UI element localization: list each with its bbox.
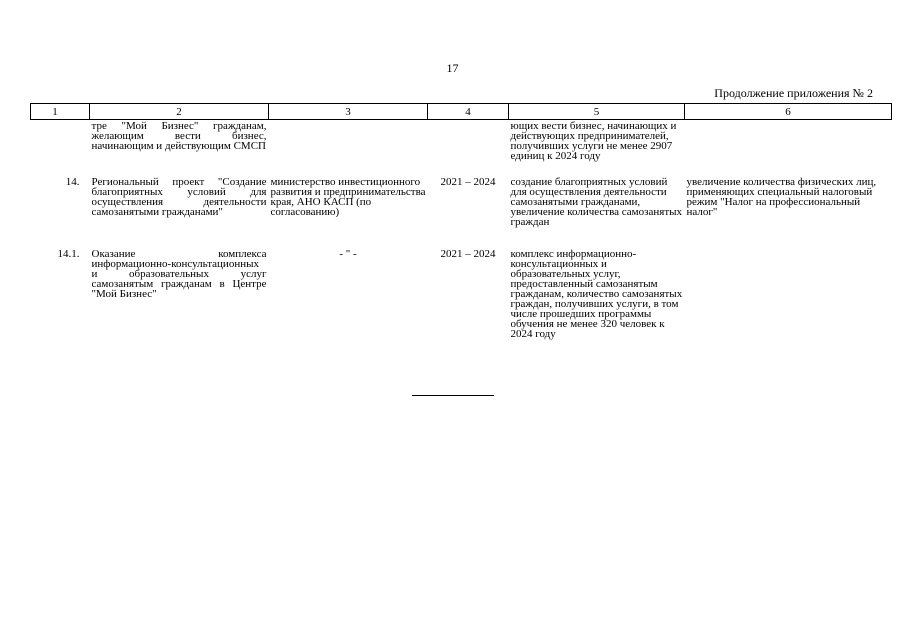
period: 2021 – 2024 [440,248,496,260]
period: 2021 – 2024 [440,176,496,188]
header-col-1: 1 [31,104,90,120]
table-row [31,120,892,178]
end-rule [412,395,494,396]
table-row [31,249,892,339]
program-table [30,103,892,339]
header-col-2: 2 [90,104,269,120]
activity-name: Оказание комплекса информационно-консультационных и образовательных услуг самозанятым гражданам в Центре "Мой Бизнес" [91,248,267,300]
row-number [31,120,90,178]
indicator-link [685,120,892,178]
continuation-label: Продолжение приложения № 2 [714,86,873,100]
activity-name: Региональный проект "Создание благоприятных условий для осуществления деятельности самозанятыми гражданами" [91,176,267,218]
header-col-3: 3 [269,104,428,120]
indicator-link: увеличение количества физических лиц, применяющих специальный налоговый режим "Налог на профессиональный налог" [686,176,877,218]
header-col-4: 4 [428,104,509,120]
expected-result: ющих вести бизнес, начинающих и действующих предпринимателей, получивших услуги не менее 2907 единиц к 2024 году [510,120,677,162]
header-col-6: 6 [685,104,892,120]
row-number: 14.1. [57,248,80,260]
responsible-party: - " - [339,248,357,260]
period [428,120,509,178]
header-row [31,104,892,120]
expected-result: создание благоприятных условий для осуществления деятельности самозанятыми гражданами, увеличение количества самозанятых граждан [510,176,683,228]
row-number: 14. [65,176,80,188]
responsible-party [269,120,428,178]
page-number: 17 [446,61,459,75]
table-row [31,177,892,249]
responsible-party: министерство инвестиционного развития и предпринимательства края, АНО КАСП (по согласованию) [270,176,426,218]
activity-name: тре "Мой Бизнес" гражданам, желающим вести бизнес, начинающим и действующим СМСП [91,120,267,152]
header-col-5: 5 [509,104,685,120]
expected-result: комплекс информационно-консультационных и образовательных услуг, предоставленный самозанятым гражданам, количество самозанятых граждан, получивших услуги, в том числе прошедших программы обучения не менее 320 человек к 2024 году [510,248,683,340]
indicator-link [685,249,892,339]
